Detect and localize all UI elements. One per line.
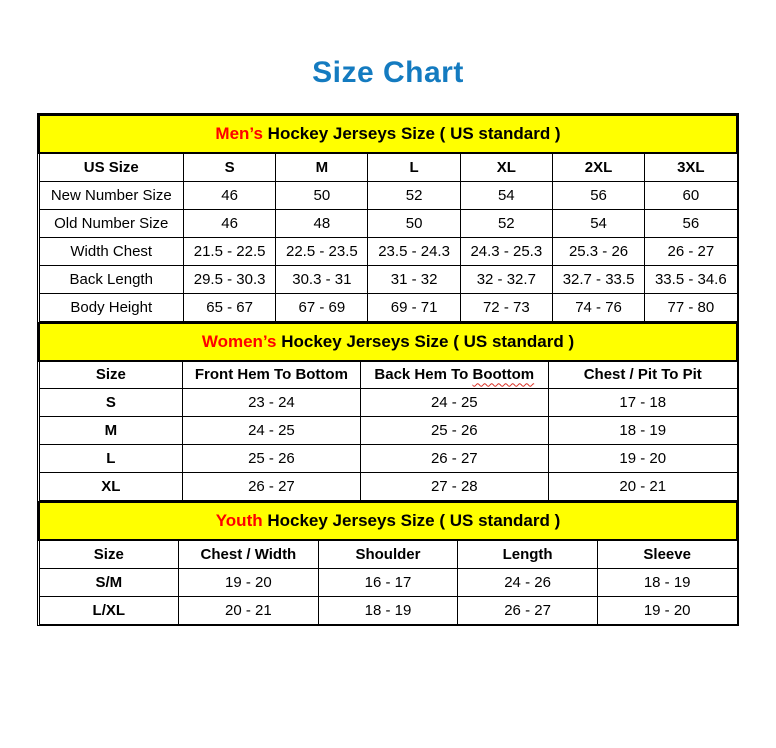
- size-value-cell: 54: [552, 209, 644, 237]
- youth-highlight: Youth: [215, 511, 263, 530]
- size-chart: [37, 113, 739, 626]
- row-label: Body Height: [39, 293, 184, 321]
- size-value-cell: 31 - 32: [368, 265, 460, 293]
- table-row: [39, 473, 737, 501]
- size-value-cell: 24.3 - 25.3: [460, 237, 552, 265]
- column-header: Shoulder: [318, 540, 458, 568]
- size-value-cell: 25 - 26: [360, 417, 548, 445]
- table-row: [39, 209, 737, 237]
- mens-title-rest: Hockey Jerseys Size ( US standard ): [262, 124, 561, 143]
- row-label: S/M: [39, 568, 179, 596]
- row-label: L: [39, 445, 183, 473]
- size-value-cell: 46: [184, 209, 276, 237]
- size-value-cell: 50: [368, 209, 460, 237]
- misspelled-word: Boottom: [472, 366, 535, 384]
- size-value-cell: 18 - 19: [549, 417, 737, 445]
- size-value-cell: 65 - 67: [184, 293, 276, 321]
- row-label: M: [39, 417, 183, 445]
- size-value-cell: 29.5 - 30.3: [184, 265, 276, 293]
- table-row: [39, 568, 737, 596]
- youth-title-rest: Hockey Jerseys Size ( US standard ): [262, 511, 561, 530]
- table-row: [39, 265, 737, 293]
- size-value-cell: 56: [645, 209, 737, 237]
- column-header: S: [184, 153, 276, 181]
- size-value-cell: 26 - 27: [458, 596, 598, 624]
- column-header: Length: [458, 540, 598, 568]
- size-value-cell: 52: [368, 181, 460, 209]
- table-row: [39, 389, 737, 417]
- size-value-cell: 26 - 27: [360, 445, 548, 473]
- size-value-cell: 67 - 69: [276, 293, 368, 321]
- column-header: 3XL: [645, 153, 737, 181]
- size-value-cell: 25 - 26: [183, 445, 360, 473]
- size-value-cell: 22.5 - 23.5: [276, 237, 368, 265]
- size-value-cell: 52: [460, 209, 552, 237]
- womens-section-title: [39, 323, 737, 361]
- table-row: [39, 596, 737, 624]
- size-value-cell: 32.7 - 33.5: [552, 265, 644, 293]
- size-value-cell: 20 - 21: [179, 596, 319, 624]
- row-label: New Number Size: [39, 181, 184, 209]
- table-row: [39, 445, 737, 473]
- row-label: Width Chest: [39, 237, 184, 265]
- size-value-cell: 18 - 19: [318, 596, 458, 624]
- column-header: M: [276, 153, 368, 181]
- size-value-cell: 48: [276, 209, 368, 237]
- womens-title-rest: Hockey Jerseys Size ( US standard ): [276, 331, 575, 351]
- youth-section-band: [39, 502, 737, 540]
- size-value-cell: 19 - 20: [597, 596, 737, 624]
- youth-size-table: [38, 501, 738, 625]
- size-value-cell: 72 - 73: [460, 293, 552, 321]
- mens-section-title: [39, 115, 737, 153]
- table-row: [39, 181, 737, 209]
- mens-size-table: [38, 114, 738, 322]
- size-value-cell: 24 - 26: [458, 568, 598, 596]
- column-header: Size: [39, 540, 179, 568]
- size-value-cell: 20 - 21: [549, 473, 737, 501]
- table-row: [39, 237, 737, 265]
- row-label: XL: [39, 473, 183, 501]
- column-header: Size: [39, 361, 183, 389]
- size-value-cell: 26 - 27: [183, 473, 360, 501]
- size-value-cell: 24 - 25: [360, 389, 548, 417]
- size-value-cell: 16 - 17: [318, 568, 458, 596]
- size-value-cell: 30.3 - 31: [276, 265, 368, 293]
- size-value-cell: 23.5 - 24.3: [368, 237, 460, 265]
- size-value-cell: 77 - 80: [645, 293, 737, 321]
- column-header: Chest / Pit To Pit: [549, 361, 737, 389]
- size-value-cell: 19 - 20: [179, 568, 319, 596]
- youth-section-title: [39, 502, 737, 540]
- size-value-cell: 24 - 25: [183, 417, 360, 445]
- size-value-cell: 18 - 19: [597, 568, 737, 596]
- size-value-cell: 19 - 20: [549, 445, 737, 473]
- size-value-cell: 21.5 - 22.5: [184, 237, 276, 265]
- column-header: US Size: [39, 153, 184, 181]
- table-row: [39, 293, 737, 321]
- size-value-cell: 32 - 32.7: [460, 265, 552, 293]
- youth-column-header-row: [39, 540, 737, 568]
- column-header: L: [368, 153, 460, 181]
- column-header: XL: [460, 153, 552, 181]
- size-value-cell: 60: [645, 181, 737, 209]
- womens-highlight: Women’s: [201, 331, 277, 351]
- column-header: Sleeve: [597, 540, 737, 568]
- mens-section-band: [39, 115, 737, 153]
- row-label: Back Length: [39, 265, 184, 293]
- column-header: Back Hem To Boottom: [360, 361, 548, 389]
- size-value-cell: 33.5 - 34.6: [645, 265, 737, 293]
- size-value-cell: 23 - 24: [183, 389, 360, 417]
- column-header: Front Hem To Bottom: [183, 361, 360, 389]
- womens-section-band: [39, 323, 737, 361]
- size-value-cell: 54: [460, 181, 552, 209]
- column-header: Chest / Width: [179, 540, 319, 568]
- size-value-cell: 56: [552, 181, 644, 209]
- size-value-cell: 26 - 27: [645, 237, 737, 265]
- table-row: [39, 417, 737, 445]
- column-header: 2XL: [552, 153, 644, 181]
- row-label: S: [39, 389, 183, 417]
- size-value-cell: 17 - 18: [549, 389, 737, 417]
- size-value-cell: 74 - 76: [552, 293, 644, 321]
- row-label: L/XL: [39, 596, 179, 624]
- page-title: Size Chart: [312, 56, 464, 89]
- size-value-cell: 25.3 - 26: [552, 237, 644, 265]
- size-value-cell: 27 - 28: [360, 473, 548, 501]
- size-value-cell: 69 - 71: [368, 293, 460, 321]
- mens-column-header-row: [39, 153, 737, 181]
- womens-size-table: [38, 322, 738, 502]
- row-label: Old Number Size: [39, 209, 184, 237]
- mens-highlight: Men’s: [215, 124, 263, 143]
- womens-column-header-row: [39, 361, 737, 389]
- size-value-cell: 50: [276, 181, 368, 209]
- size-value-cell: 46: [184, 181, 276, 209]
